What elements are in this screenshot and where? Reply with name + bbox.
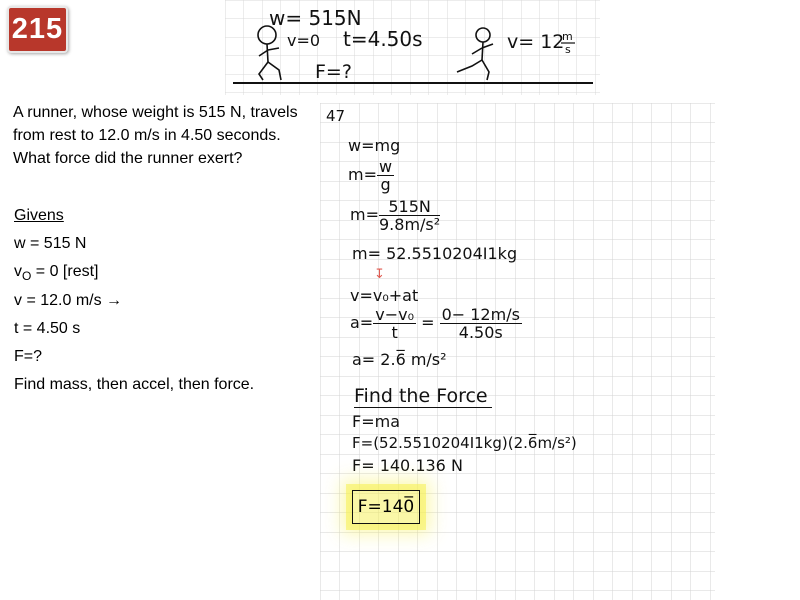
weight-equation: w=mg: [348, 136, 401, 155]
sketch-weight: w= 515N: [269, 6, 362, 30]
acceleration-result: a= 2.6̅ m/s²: [352, 350, 447, 369]
sketch-force-unknown: F=?: [315, 61, 352, 83]
sketch-initial-velocity: v=0: [287, 31, 321, 50]
kinematics-equation: v=v₀+at: [350, 286, 419, 305]
givens-list: [14, 205, 254, 402]
acceleration-formula: a= $\frac{\text{v−v₀}}{t}$ = $\frac{0- 12m/s}{4.50s}$: [350, 305, 520, 342]
page-number: 47: [326, 107, 346, 125]
given-final-velocity: v = 12.0 m/s →: [14, 291, 123, 309]
sketch-final-velocity: v= 12: [507, 31, 565, 53]
given-weight: w = 515 N: [14, 235, 87, 253]
problem-statement: A runner, whose weight is 515 N, travels from rest to 12.0 m/s in 4.50 seconds. What force did the runner exert?: [13, 104, 298, 167]
force-substitution: F=(52.5510204I1kg)(2.6̅m/s²): [352, 434, 577, 452]
solution-strategy: Find mass, then accel, then force.: [14, 376, 255, 394]
sketch-time: t=4.50s: [343, 27, 423, 51]
sketch-velocity-unit-bottom: s: [565, 43, 571, 56]
find-force-heading: Find the Force: [354, 385, 492, 407]
mass-formula: m= $\frac{w}{g}$: [348, 157, 393, 194]
slide-number-badge: 215: [7, 6, 68, 53]
mass-result: m= 52.5510204I1kg: [352, 244, 518, 263]
newton-second-law: F=ma: [352, 412, 400, 431]
sketch-velocity-unit-top: m: [562, 30, 573, 43]
runner-sketch: [225, 0, 600, 95]
mass-substitution: m= $\frac{515N}{\text{9.8m/s²}}$: [350, 197, 441, 234]
givens-title: Givens: [14, 207, 64, 224]
given-initial-velocity: $v_O = 0$ [rest]: [14, 263, 99, 284]
final-answer-box: F=140̅: [352, 490, 420, 524]
arrow-icon: ↧: [374, 266, 385, 281]
given-force-unknown: F=?: [14, 347, 43, 365]
given-time: t = 4.50 s: [14, 319, 81, 337]
force-result: F= 140.136 N: [352, 456, 463, 475]
